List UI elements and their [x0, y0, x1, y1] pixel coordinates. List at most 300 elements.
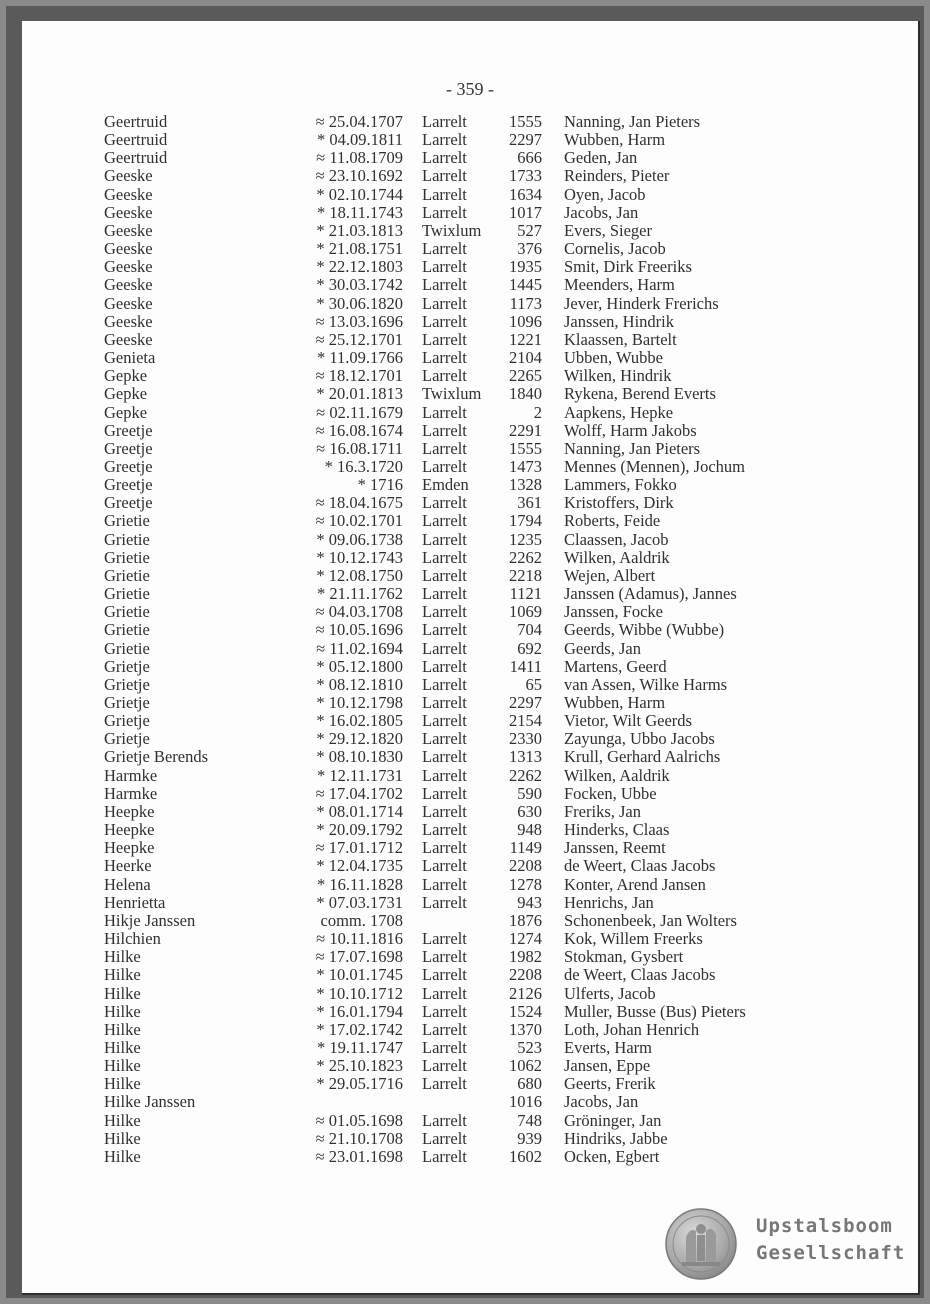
register-row	[22, 966, 918, 984]
register-row	[22, 712, 918, 730]
spouse-name: Nanning, Jan Pieters	[564, 438, 701, 458]
person-name: Hilke	[104, 1110, 141, 1130]
document-page	[22, 21, 920, 1295]
event-place: Larrelt	[422, 1074, 467, 1094]
event-place: Larrelt	[422, 1110, 467, 1130]
event-date: * 12.04.1735	[316, 856, 403, 876]
spouse-name: Focken, Ubbe	[564, 783, 657, 803]
event-date: ≈ 02.11.1679	[316, 402, 403, 422]
event-date: * 11.09.1766	[316, 348, 403, 368]
register-row	[22, 748, 918, 766]
spouse-name: de Weert, Claas Jacobs	[564, 965, 716, 985]
person-name: Grietje	[104, 729, 150, 749]
spouse-name: Wilken, Aaldrik	[564, 547, 670, 567]
family-number: 704	[517, 620, 542, 640]
person-name: Geeske	[104, 329, 153, 349]
person-name: Heerke	[104, 856, 152, 876]
family-number: 748	[517, 1110, 542, 1130]
register-row	[22, 204, 918, 222]
family-number: 939	[517, 1128, 542, 1148]
family-number: 1328	[509, 475, 542, 495]
spouse-name: Gröninger, Jan	[564, 1110, 662, 1130]
person-name: Hilke	[104, 947, 141, 967]
spouse-name: Zayunga, Ubbo Jacobs	[564, 729, 715, 749]
family-number: 2208	[509, 856, 542, 876]
person-name: Greetje	[104, 493, 153, 513]
spouse-name: Roberts, Feide	[564, 511, 661, 531]
event-date: ≈ 23.01.1698	[315, 1146, 403, 1166]
spouse-name: Ubben, Wubbe	[564, 348, 663, 368]
register-row	[22, 857, 918, 875]
event-date: * 21.08.1751	[316, 239, 403, 259]
spouse-name: Klaassen, Bartelt	[564, 329, 677, 349]
family-number: 1733	[509, 166, 542, 186]
spouse-name: Hindriks, Jabbe	[564, 1128, 668, 1148]
spouse-name: Muller, Busse (Bus) Pieters	[564, 1001, 746, 1021]
person-name: Hilke	[104, 1074, 141, 1094]
register-row	[22, 440, 918, 458]
family-number: 1555	[509, 112, 542, 131]
family-number: 630	[517, 801, 542, 821]
spouse-name: Kok, Willem Freerks	[564, 929, 703, 949]
family-number: 1221	[509, 329, 542, 349]
event-place: Larrelt	[422, 511, 467, 531]
spouse-name: Kristoffers, Dirk	[564, 493, 674, 513]
spouse-name: Janssen (Adamus), Jannes	[564, 584, 737, 604]
event-place: Twixlum	[422, 384, 482, 404]
spouse-name: Wubben, Harm	[564, 693, 666, 712]
event-date: ≈ 01.05.1698	[315, 1110, 403, 1130]
register-row	[22, 458, 918, 476]
family-number: 2330	[509, 729, 542, 749]
family-number: 2104	[509, 348, 542, 368]
spouse-name: Wejen, Albert	[564, 565, 656, 585]
person-name: Hilke	[104, 1056, 141, 1076]
person-name: Grietie	[104, 620, 150, 640]
spouse-name: van Assen, Wilke Harms	[564, 674, 728, 694]
event-place: Larrelt	[422, 965, 467, 985]
register-list	[22, 113, 918, 1166]
event-place: Larrelt	[422, 820, 467, 840]
register-row	[22, 930, 918, 948]
person-name: Grietje	[104, 674, 150, 694]
event-date: * 18.11.1743	[316, 202, 403, 222]
register-row	[22, 694, 918, 712]
spouse-name: Jacobs, Jan	[564, 1092, 639, 1112]
event-place: Larrelt	[422, 947, 467, 967]
register-row	[22, 658, 918, 676]
spouse-name: Lammers, Fokko	[564, 475, 677, 495]
spouse-name: Jever, Hinderk Frerichs	[564, 293, 719, 313]
event-date: * 05.12.1800	[316, 656, 403, 676]
register-row	[22, 276, 918, 294]
event-place: Larrelt	[422, 329, 467, 349]
person-name: Greetje	[104, 420, 153, 440]
register-row	[22, 1130, 918, 1148]
event-place: Larrelt	[422, 1128, 467, 1148]
spouse-name: Jacobs, Jan	[564, 202, 639, 222]
event-place: Larrelt	[422, 729, 467, 749]
spouse-name: Vietor, Wilt Geerds	[564, 711, 692, 731]
register-row	[22, 1112, 918, 1130]
family-number: 1173	[509, 293, 542, 313]
person-name: Henrietta	[104, 892, 166, 912]
register-row	[22, 585, 918, 603]
register-row	[22, 640, 918, 658]
event-date: ≈ 21.10.1708	[315, 1128, 403, 1148]
spouse-name: Wilken, Hindrik	[564, 366, 672, 386]
event-place: Larrelt	[422, 547, 467, 567]
person-name: Grietje	[104, 711, 150, 731]
family-number: 1313	[509, 747, 542, 767]
event-place: Larrelt	[422, 493, 467, 513]
register-row	[22, 494, 918, 512]
event-date: ≈ 18.12.1701	[315, 366, 403, 386]
person-name: Geeske	[104, 257, 153, 277]
person-name: Geeske	[104, 184, 153, 204]
register-row	[22, 349, 918, 367]
event-date: ≈ 04.03.1708	[315, 602, 403, 622]
page-frame	[6, 6, 924, 1298]
society-logo	[664, 1207, 924, 1287]
event-date: ≈ 23.10.1692	[315, 166, 403, 186]
event-date: * 30.03.1742	[316, 275, 403, 295]
register-row	[22, 985, 918, 1003]
event-date: * 16.3.1720	[324, 456, 403, 476]
register-row	[22, 258, 918, 276]
spouse-name: Oyen, Jacob	[564, 184, 646, 204]
family-number: 2262	[509, 765, 542, 785]
person-name: Gepke	[104, 366, 148, 386]
event-place: Larrelt	[422, 801, 467, 821]
spouse-name: Wubben, Harm	[564, 130, 666, 150]
spouse-name: Smit, Dirk Freeriks	[564, 257, 692, 277]
family-number: 590	[517, 783, 542, 803]
event-place: Larrelt	[422, 765, 467, 785]
register-row	[22, 531, 918, 549]
register-row	[22, 167, 918, 185]
event-place: Larrelt	[422, 1146, 467, 1166]
event-date: * 16.02.1805	[316, 711, 403, 731]
family-number: 1634	[509, 184, 542, 204]
family-number: 1876	[509, 910, 542, 930]
event-date: * 29.12.1820	[316, 729, 403, 749]
person-name: Grietie	[104, 529, 150, 549]
event-date: * 16.11.1828	[316, 874, 403, 894]
event-place: Larrelt	[422, 275, 467, 295]
event-place: Larrelt	[422, 783, 467, 803]
event-place: Larrelt	[422, 1019, 467, 1039]
event-date: ≈ 16.08.1711	[316, 438, 403, 458]
person-name: Geertruid	[104, 148, 168, 168]
family-number: 1016	[509, 1092, 542, 1112]
family-number: 2291	[509, 420, 542, 440]
person-name: Geeske	[104, 202, 153, 222]
event-place: Larrelt	[422, 184, 467, 204]
event-place: Larrelt	[422, 456, 467, 476]
register-row	[22, 785, 918, 803]
family-number: 1473	[509, 456, 542, 476]
family-number: 2218	[509, 565, 542, 585]
register-row	[22, 876, 918, 894]
event-date: * 20.09.1792	[316, 820, 403, 840]
spouse-name: Freriks, Jan	[564, 801, 641, 821]
spouse-name: de Weert, Claas Jacobs	[564, 856, 716, 876]
register-row	[22, 912, 918, 930]
spouse-name: Martens, Geerd	[564, 656, 667, 676]
family-number: 1935	[509, 257, 542, 277]
spouse-name: Aapkens, Hepke	[564, 402, 674, 422]
person-name: Heepke	[104, 838, 155, 858]
event-place: Larrelt	[422, 620, 467, 640]
event-date: * 07.03.1731	[316, 892, 403, 912]
spouse-name: Schonenbeek, Jan Wolters	[564, 910, 737, 930]
event-date: * 04.09.1811	[316, 130, 403, 150]
event-date: * 12.11.1731	[316, 765, 403, 785]
event-date: ≈ 11.08.1709	[316, 148, 403, 168]
spouse-name: Rykena, Berend Everts	[564, 384, 716, 404]
register-row	[22, 1093, 918, 1111]
event-date: * 16.01.1794	[316, 1001, 403, 1021]
family-number: 2	[533, 402, 542, 422]
spouse-name: Henrichs, Jan	[564, 892, 654, 912]
family-number: 527	[517, 220, 542, 240]
person-name: Geeske	[104, 275, 153, 295]
event-date: ≈ 10.05.1696	[315, 620, 403, 640]
family-number: 1278	[509, 874, 542, 894]
event-date: * 08.10.1830	[316, 747, 403, 767]
person-name: Geeske	[104, 293, 153, 313]
family-number: 2297	[509, 130, 542, 150]
event-date: * 1716	[357, 475, 403, 495]
event-date: * 12.08.1750	[316, 565, 403, 585]
person-name: Hilke	[104, 1037, 141, 1057]
register-row	[22, 404, 918, 422]
register-row	[22, 131, 918, 149]
person-name: Heepke	[104, 801, 155, 821]
event-place: Larrelt	[422, 674, 467, 694]
register-row	[22, 331, 918, 349]
event-place: Emden	[422, 475, 469, 495]
event-place: Larrelt	[422, 366, 467, 386]
event-date: ≈ 17.07.1698	[315, 947, 403, 967]
event-date: ≈ 16.08.1674	[315, 420, 403, 440]
person-name: Greetje	[104, 475, 153, 495]
event-date: ≈ 18.04.1675	[315, 493, 403, 513]
register-row	[22, 549, 918, 567]
person-name: Greetje	[104, 438, 153, 458]
register-row	[22, 839, 918, 857]
event-date: * 21.11.1762	[316, 584, 403, 604]
event-place: Larrelt	[422, 856, 467, 876]
register-row	[22, 1057, 918, 1075]
event-place: Larrelt	[422, 929, 467, 949]
family-number: 1017	[509, 202, 542, 222]
event-place: Larrelt	[422, 1037, 467, 1057]
event-place: Larrelt	[422, 293, 467, 313]
person-name: Genieta	[104, 348, 156, 368]
register-row	[22, 295, 918, 313]
person-name: Grietie	[104, 511, 150, 531]
person-name: Hikje Janssen	[104, 910, 196, 930]
spouse-name: Mennes (Mennen), Jochum	[564, 456, 746, 476]
spouse-name: Jansen, Eppe	[564, 1056, 651, 1076]
family-number: 2126	[509, 983, 542, 1003]
upstalsboom-seal-icon	[664, 1207, 738, 1281]
family-number: 1555	[509, 438, 542, 458]
person-name: Grietie	[104, 638, 150, 658]
family-number: 1274	[509, 929, 542, 949]
register-row	[22, 767, 918, 785]
spouse-name: Claassen, Jacob	[564, 529, 669, 549]
person-name: Geeske	[104, 311, 153, 331]
event-date: ≈ 10.11.1816	[316, 929, 403, 949]
person-name: Grietie	[104, 602, 150, 622]
register-row	[22, 113, 918, 131]
event-place: Larrelt	[422, 1001, 467, 1021]
event-date: * 10.10.1712	[316, 983, 403, 1003]
person-name: Hilke	[104, 1128, 141, 1148]
spouse-name: Janssen, Reemt	[564, 838, 666, 858]
register-row	[22, 476, 918, 494]
event-date: * 10.01.1745	[316, 965, 403, 985]
society-name	[756, 1213, 905, 1267]
event-place: Larrelt	[422, 166, 467, 186]
logo-line-2: Gesellschaft	[756, 1242, 906, 1264]
event-date: * 25.10.1823	[316, 1056, 403, 1076]
person-name: Gepke	[104, 402, 148, 422]
family-number: 680	[517, 1074, 542, 1094]
event-date: * 17.02.1742	[316, 1019, 403, 1039]
register-row	[22, 948, 918, 966]
event-place: Larrelt	[422, 838, 467, 858]
register-row	[22, 367, 918, 385]
spouse-name: Konter, Arend Jansen	[564, 874, 706, 894]
register-row	[22, 821, 918, 839]
person-name: Geertruid	[104, 112, 168, 131]
family-number: 1602	[509, 1146, 542, 1166]
spouse-name: Loth, Johan Henrich	[564, 1019, 700, 1039]
register-row	[22, 186, 918, 204]
person-name: Grietie	[104, 565, 150, 585]
event-place: Larrelt	[422, 130, 467, 150]
person-name: Grietie	[104, 584, 150, 604]
person-name: Hilke	[104, 965, 141, 985]
event-place: Larrelt	[422, 983, 467, 1003]
event-date: comm. 1708	[320, 910, 403, 930]
spouse-name: Evers, Sieger	[564, 220, 652, 240]
family-number: 376	[517, 239, 542, 259]
person-name: Hilchien	[104, 929, 161, 949]
event-place: Larrelt	[422, 402, 467, 422]
family-number: 361	[517, 493, 542, 513]
family-number: 1069	[509, 602, 542, 622]
family-number: 1121	[509, 584, 542, 604]
event-date: * 30.06.1820	[316, 293, 403, 313]
spouse-name: Wilken, Aaldrik	[564, 765, 670, 785]
event-date: * 09.06.1738	[316, 529, 403, 549]
person-name: Hilke Janssen	[104, 1092, 196, 1112]
event-date: * 10.12.1743	[316, 547, 403, 567]
family-number: 943	[517, 892, 542, 912]
person-name: Geeske	[104, 166, 153, 186]
register-row	[22, 222, 918, 240]
register-row	[22, 1021, 918, 1039]
event-place: Larrelt	[422, 529, 467, 549]
spouse-name: Krull, Gerhard Aalrichs	[564, 747, 721, 767]
person-name: Harmke	[104, 765, 158, 785]
register-row	[22, 621, 918, 639]
person-name: Gepke	[104, 384, 148, 404]
event-date: * 08.01.1714	[316, 801, 403, 821]
register-row	[22, 603, 918, 621]
event-place: Larrelt	[422, 693, 467, 712]
event-date: * 20.01.1813	[316, 384, 403, 404]
event-date: * 19.11.1747	[316, 1037, 403, 1057]
event-place: Larrelt	[422, 656, 467, 676]
event-place: Larrelt	[422, 584, 467, 604]
family-number: 1840	[509, 384, 542, 404]
person-name: Geeske	[104, 239, 153, 259]
family-number: 1445	[509, 275, 542, 295]
family-number: 2262	[509, 547, 542, 567]
person-name: Geertruid	[104, 130, 168, 150]
event-place: Larrelt	[422, 202, 467, 222]
event-date: ≈ 25.04.1707	[315, 112, 403, 131]
spouse-name: Ocken, Egbert	[564, 1146, 660, 1166]
person-name: Greetje	[104, 456, 153, 476]
spouse-name: Hinderks, Claas	[564, 820, 670, 840]
person-name: Hilke	[104, 983, 141, 1003]
register-row	[22, 149, 918, 167]
event-date: * 02.10.1744	[316, 184, 403, 204]
register-row	[22, 385, 918, 403]
register-row	[22, 730, 918, 748]
event-place: Larrelt	[422, 239, 467, 259]
spouse-name: Meenders, Harm	[564, 275, 675, 295]
person-name: Geeske	[104, 220, 153, 240]
event-place: Larrelt	[422, 874, 467, 894]
event-date: ≈ 17.01.1712	[315, 838, 403, 858]
family-number: 2265	[509, 366, 542, 386]
family-number: 666	[517, 148, 542, 168]
event-place: Twixlum	[422, 220, 482, 240]
person-name: Hilke	[104, 1146, 141, 1166]
event-place: Larrelt	[422, 747, 467, 767]
person-name: Helena	[104, 874, 151, 894]
spouse-name: Geerds, Jan	[564, 638, 641, 658]
register-row	[22, 240, 918, 258]
spouse-name: Wolff, Harm Jakobs	[564, 420, 697, 440]
family-number: 692	[517, 638, 542, 658]
spouse-name: Cornelis, Jacob	[564, 239, 666, 259]
register-row	[22, 1039, 918, 1057]
spouse-name: Stokman, Gysbert	[564, 947, 684, 967]
event-place: Larrelt	[422, 638, 467, 658]
family-number: 1370	[509, 1019, 542, 1039]
family-number: 1982	[509, 947, 542, 967]
person-name: Grietie	[104, 547, 150, 567]
register-row	[22, 313, 918, 331]
event-place: Larrelt	[422, 311, 467, 331]
event-place: Larrelt	[422, 711, 467, 731]
person-name: Hilke	[104, 1001, 141, 1021]
event-date: * 21.03.1813	[316, 220, 403, 240]
person-name: Hilke	[104, 1019, 141, 1039]
event-date: * 22.12.1803	[316, 257, 403, 277]
family-number: 523	[517, 1037, 542, 1057]
family-number: 1411	[509, 656, 542, 676]
